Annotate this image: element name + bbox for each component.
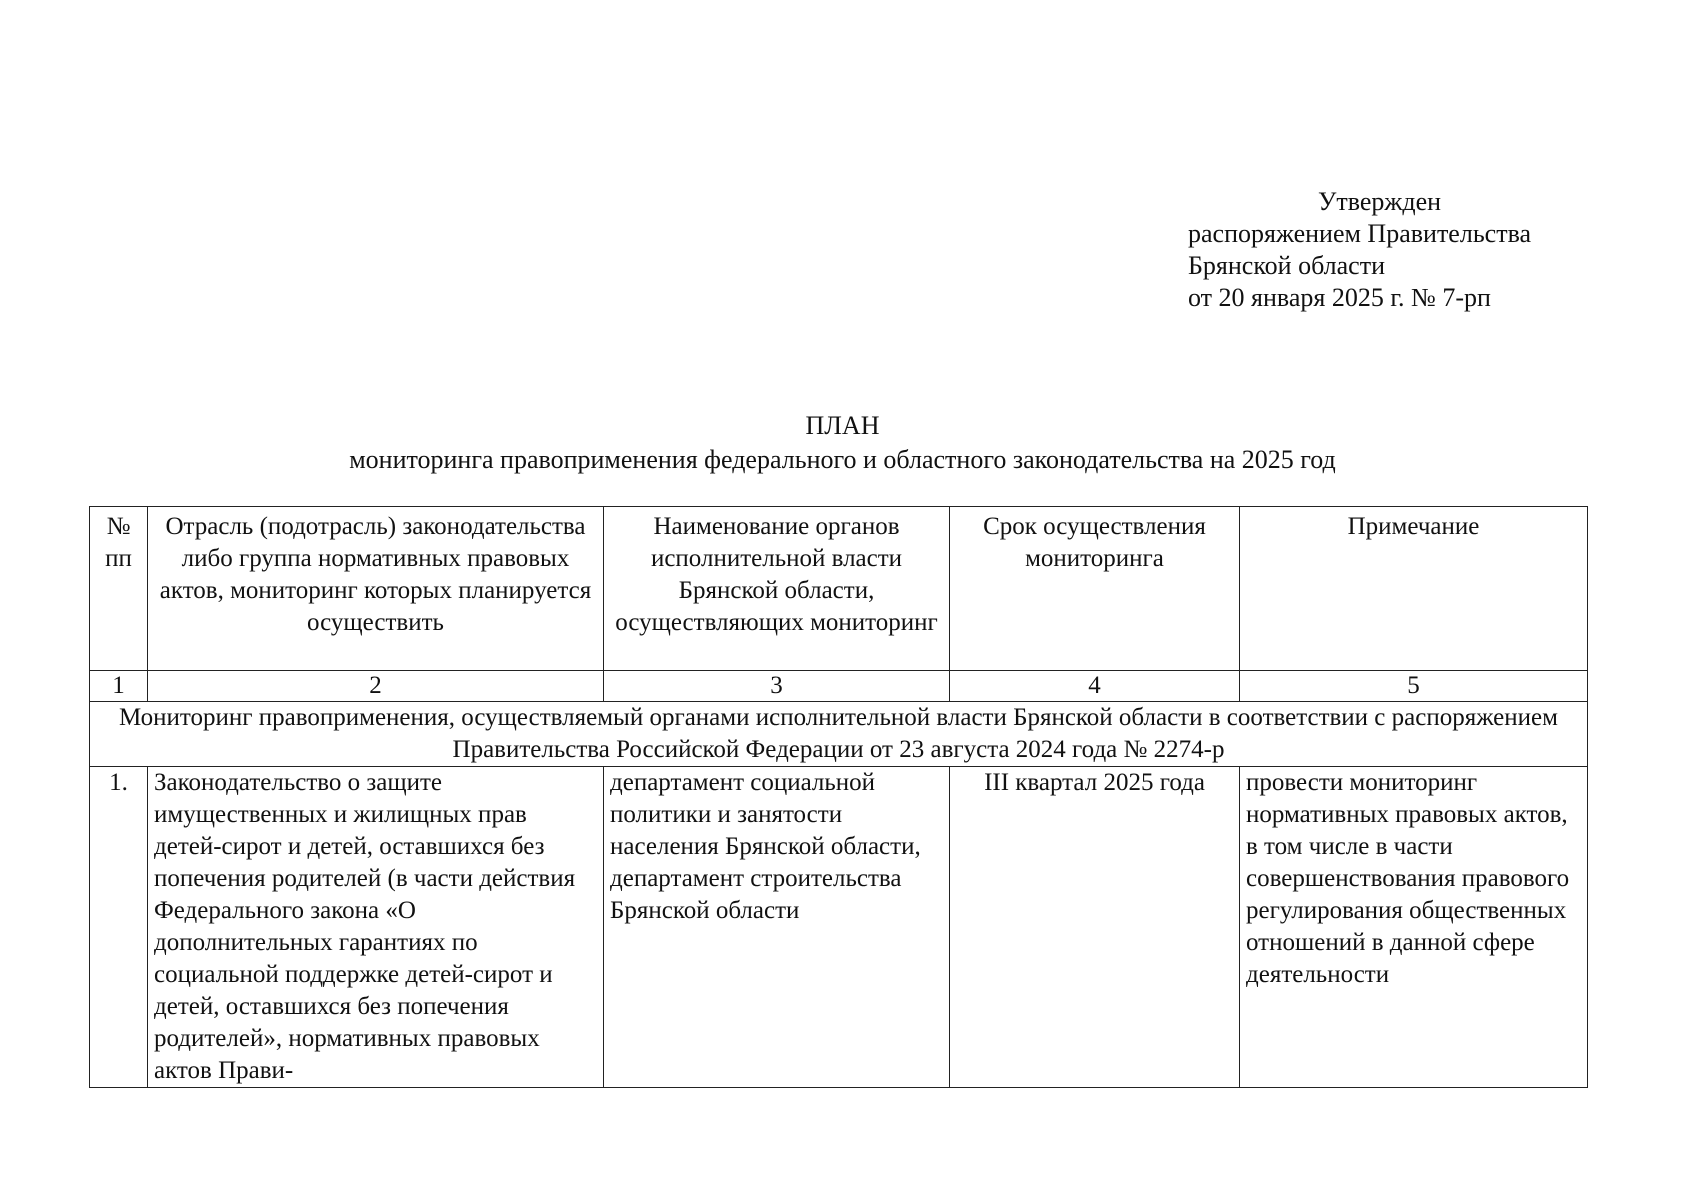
column-number: 4	[950, 671, 1240, 702]
column-number: 1	[90, 671, 148, 702]
header-note: Примечание	[1240, 507, 1588, 671]
plan-subtitle: мониторинга правоприменения федерального и областного законодательства на 2025 год	[349, 445, 1336, 474]
row-period: III квартал 2025 года	[950, 767, 1240, 1088]
column-numbers-row	[90, 671, 1588, 702]
section-heading: Мониторинг правоприменения, осуществляемый органами исполнительной власти Брянской области в соответствии с распоряжением Правительства Российской Федерации от 23 августа 2024 года № 2274-р	[90, 702, 1588, 767]
column-number: 5	[1240, 671, 1588, 702]
section-row	[90, 702, 1588, 767]
column-number: 3	[604, 671, 950, 702]
header-bodies: Наименование органов исполнительной власти Брянской области, осуществляющих мониторинг	[604, 507, 950, 671]
header-number: № пп	[90, 507, 148, 671]
row-note: провести мониторинг нормативных правовых актов, в том числе в части совершенствования правового регулирования общественных отношений в данной сфере деятельности	[1240, 767, 1588, 1088]
approval-line-region: Брянской области	[1188, 251, 1385, 280]
table-row	[90, 767, 1588, 1088]
plan-table	[89, 506, 1588, 1088]
column-number: 2	[148, 671, 604, 702]
row-number: 1.	[90, 767, 148, 1088]
table-header-row	[90, 507, 1588, 671]
row-bodies: департамент социальной политики и занятости населения Брянской области, департамент строительства Брянской области	[604, 767, 950, 1088]
approval-line-date: от 20 января 2025 г. № 7-рп	[1188, 283, 1491, 312]
plan-title: ПЛАН	[805, 411, 880, 440]
approval-block	[1188, 186, 1648, 314]
header-branch: Отрасль (подотрасль) законодательства либо группа нормативных правовых актов, мониторинг которых планируется осуществить	[148, 507, 604, 671]
approval-line-order: распоряжением Правительства	[1188, 219, 1532, 248]
header-period: Срок осуществления мониторинга	[950, 507, 1240, 671]
row-branch: Законодательство о защите имущественных и жилищных прав детей-сирот и детей, оставшихся без попечения родителей (в части действия Федерального закона «О дополнительных гарантиях по социальной поддержке детей-сирот и детей, оставшихся без попечения родителей», нормативных правовых актов Прави-	[148, 767, 604, 1088]
approval-line-approved: Утвержден	[1318, 187, 1442, 216]
